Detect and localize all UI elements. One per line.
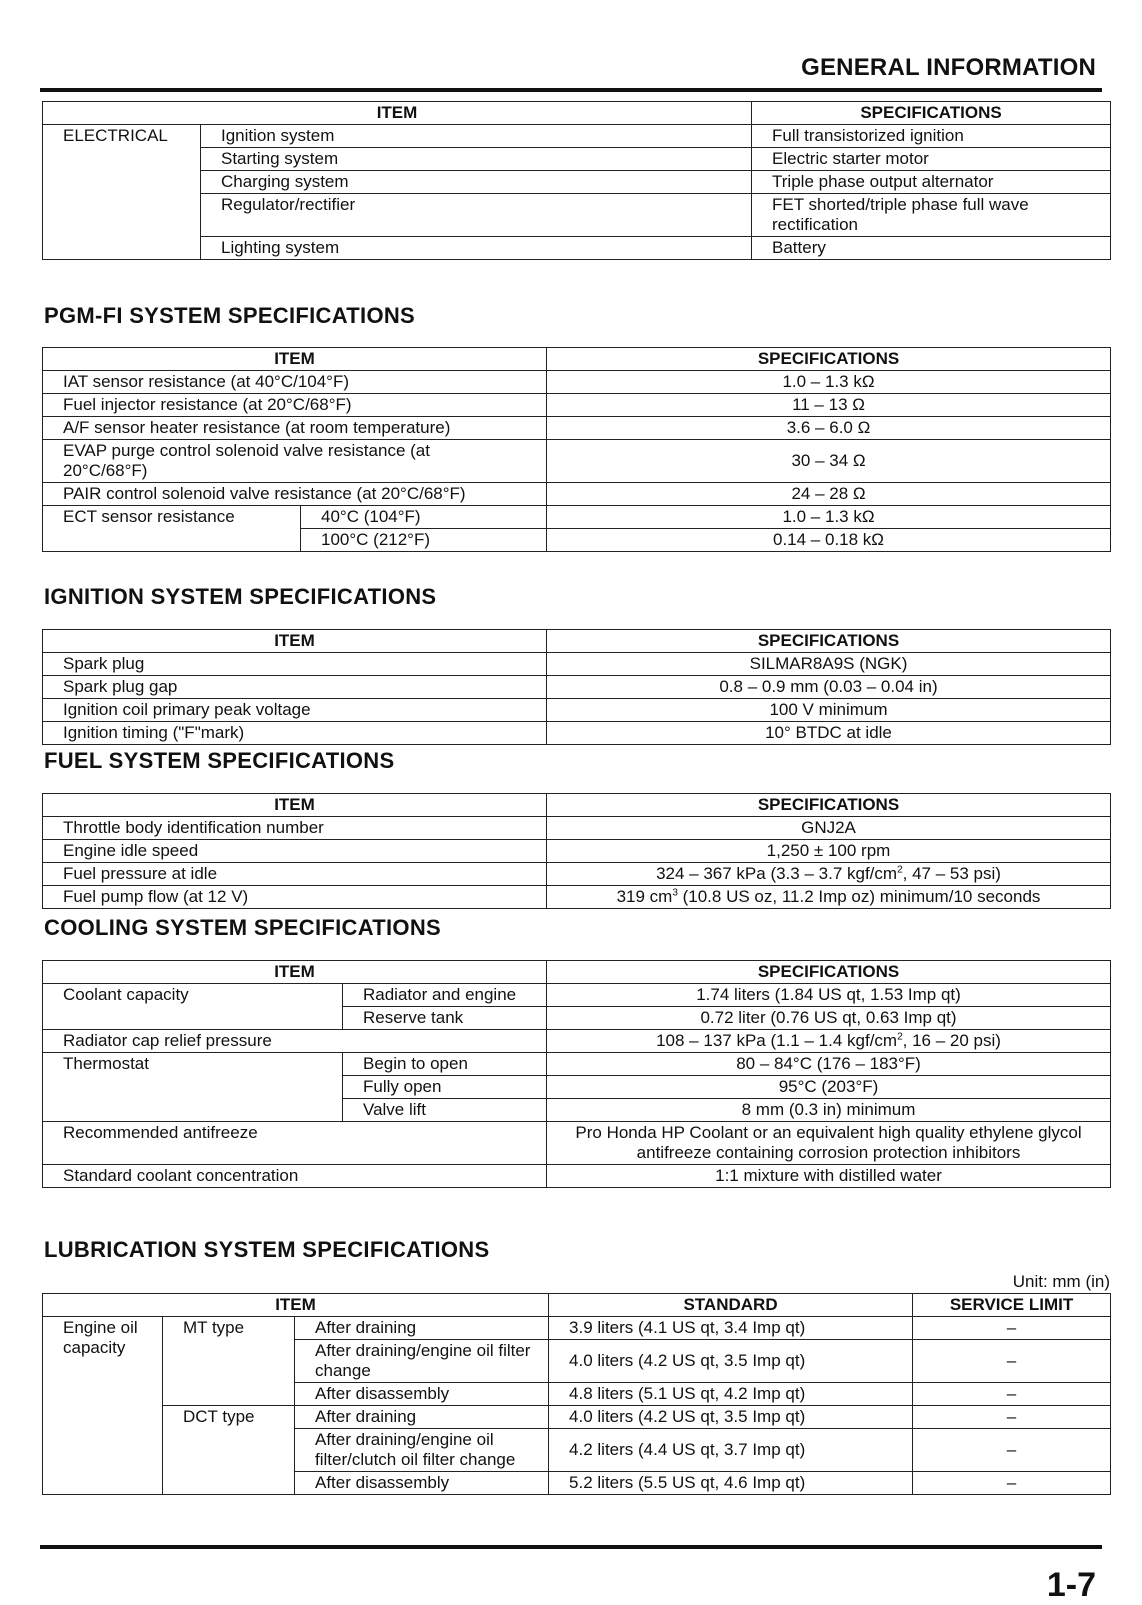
standard-cell: 4.0 liters (4.2 US qt, 3.5 Imp qt) xyxy=(549,1340,913,1383)
item-cell: Fuel injector resistance (at 20°C/68°F) xyxy=(43,394,547,417)
ignition-section-title: IGNITION SYSTEM SPECIFICATIONS xyxy=(44,584,437,609)
header-rule xyxy=(40,88,1102,92)
spec-cell: 24 – 28 Ω xyxy=(547,483,1111,506)
spec-cell: 11 – 13 Ω xyxy=(547,394,1111,417)
limit-cell: – xyxy=(913,1472,1111,1495)
spec-cell: 1.74 liters (1.84 US qt, 1.53 Imp qt) xyxy=(547,984,1111,1007)
item-cell: Thermostat xyxy=(43,1053,343,1122)
spec-cell: 80 – 84°C (176 – 183°F) xyxy=(547,1053,1111,1076)
table-header-row xyxy=(43,348,1111,371)
limit-cell: – xyxy=(913,1406,1111,1429)
limit-cell: – xyxy=(913,1429,1111,1472)
condition-cell: 40°C (104°F) xyxy=(301,506,547,529)
col-spec-header: SPECIFICATIONS xyxy=(547,630,1111,653)
spec-text: 324 – 367 kPa (3.3 – 3.7 kgf/cm xyxy=(656,864,898,883)
table-header-row xyxy=(43,794,1111,817)
item-cell: Throttle body identification number xyxy=(43,817,547,840)
condition-cell: Begin to open xyxy=(343,1053,547,1076)
col-item-header: ITEM xyxy=(43,961,547,984)
standard-cell: 5.2 liters (5.5 US qt, 4.6 Imp qt) xyxy=(549,1472,913,1495)
item-cell: Coolant capacity xyxy=(43,984,343,1030)
cooling-table xyxy=(42,960,1111,1188)
pgmfi-table xyxy=(42,347,1111,552)
spec-cell: 8 mm (0.3 in) minimum xyxy=(547,1099,1111,1122)
item-cell: EVAP purge control solenoid valve resistance (at 20°C/68°F) xyxy=(43,440,547,483)
table-row xyxy=(43,394,1111,417)
condition-cell: Valve lift xyxy=(343,1099,547,1122)
cooling-section-title: COOLING SYSTEM SPECIFICATIONS xyxy=(44,915,441,940)
table-header-row xyxy=(43,630,1111,653)
condition-cell: After draining xyxy=(295,1317,549,1340)
condition-cell: Radiator and engine xyxy=(343,984,547,1007)
lubrication-section-title: LUBRICATION SYSTEM SPECIFICATIONS xyxy=(44,1237,490,1262)
condition-cell: After draining/engine oil filter/clutch oil filter change xyxy=(295,1429,549,1472)
page-header-title: GENERAL INFORMATION xyxy=(801,54,1096,81)
item-cell: A/F sensor heater resistance (at room temperature) xyxy=(43,417,547,440)
standard-cell: 4.2 liters (4.4 US qt, 3.7 Imp qt) xyxy=(549,1429,913,1472)
standard-cell: 4.0 liters (4.2 US qt, 3.5 Imp qt) xyxy=(549,1406,913,1429)
item-cell: Spark plug gap xyxy=(43,676,547,699)
col-item-header: ITEM xyxy=(43,794,547,817)
limit-cell: – xyxy=(913,1340,1111,1383)
item-cell: PAIR control solenoid valve resistance (at 20°C/68°F) xyxy=(43,483,547,506)
item-cell: Fuel pressure at idle xyxy=(43,863,547,886)
footer-rule xyxy=(40,1545,1102,1549)
col-item-header: ITEM xyxy=(43,102,752,125)
group-label: ELECTRICAL xyxy=(43,125,201,260)
spec-cell: 1.0 – 1.3 kΩ xyxy=(547,506,1111,529)
spec-cell xyxy=(547,886,1111,909)
item-cell: Recommended antifreeze xyxy=(43,1122,547,1165)
item-cell: IAT sensor resistance (at 40°C/104°F) xyxy=(43,371,547,394)
table-row xyxy=(43,984,1111,1007)
condition-cell: After disassembly xyxy=(295,1383,549,1406)
table-row xyxy=(43,840,1111,863)
standard-cell: 4.8 liters (5.1 US qt, 4.2 Imp qt) xyxy=(549,1383,913,1406)
spec-cell: 1,250 ± 100 rpm xyxy=(547,840,1111,863)
type-cell: MT type xyxy=(163,1317,295,1406)
item-cell: Engine idle speed xyxy=(43,840,547,863)
superscript: 2 xyxy=(897,1031,903,1043)
spec-cell: FET shorted/triple phase full wave rectification xyxy=(752,194,1111,237)
col-spec-header: SPECIFICATIONS xyxy=(547,348,1111,371)
table-row xyxy=(43,722,1111,745)
spec-cell: Pro Honda HP Coolant or an equivalent high quality ethylene glycol antifreeze containing corrosion protection inhibitors xyxy=(547,1122,1111,1165)
spec-text: , 16 – 20 psi) xyxy=(902,1031,1001,1050)
table-row xyxy=(43,699,1111,722)
col-item-header: ITEM xyxy=(43,1294,549,1317)
item-cell: Charging system xyxy=(201,171,752,194)
table-header-row xyxy=(43,961,1111,984)
table-row xyxy=(43,1122,1111,1165)
item-cell: Ignition system xyxy=(201,125,752,148)
group-label: Engine oil capacity xyxy=(43,1317,163,1495)
superscript: 2 xyxy=(897,864,903,876)
spec-text: 319 cm xyxy=(616,887,673,906)
condition-cell: 100°C (212°F) xyxy=(301,529,547,552)
spec-cell: 1:1 mixture with distilled water xyxy=(547,1165,1111,1188)
type-cell: DCT type xyxy=(163,1406,295,1495)
col-spec-header: SPECIFICATIONS xyxy=(547,961,1111,984)
spec-cell: 3.6 – 6.0 Ω xyxy=(547,417,1111,440)
condition-cell: After draining/engine oil filter change xyxy=(295,1340,549,1383)
standard-cell: 3.9 liters (4.1 US qt, 3.4 Imp qt) xyxy=(549,1317,913,1340)
table-row xyxy=(43,863,1111,886)
spec-cell: 0.8 – 0.9 mm (0.03 – 0.04 in) xyxy=(547,676,1111,699)
spec-text: 108 – 137 kPa (1.1 – 1.4 kgf/cm xyxy=(656,1031,898,1050)
spec-cell: 95°C (203°F) xyxy=(547,1076,1111,1099)
col-limit-header: SERVICE LIMIT xyxy=(913,1294,1111,1317)
spec-cell: Battery xyxy=(752,237,1111,260)
col-item-header: ITEM xyxy=(43,630,547,653)
table-row xyxy=(43,125,1111,148)
table-row xyxy=(43,1165,1111,1188)
item-cell: Regulator/rectifier xyxy=(201,194,752,237)
table-row xyxy=(43,506,1111,529)
item-cell: Ignition coil primary peak voltage xyxy=(43,699,547,722)
spec-text: (10.8 US oz, 11.2 Imp oz) minimum/10 seconds xyxy=(677,887,1041,906)
ignition-table xyxy=(42,629,1111,745)
spec-cell: 30 – 34 Ω xyxy=(547,440,1111,483)
fuel-table xyxy=(42,793,1111,909)
item-cell: Spark plug xyxy=(43,653,547,676)
col-standard-header: STANDARD xyxy=(549,1294,913,1317)
fuel-section-title: FUEL SYSTEM SPECIFICATIONS xyxy=(44,748,395,773)
condition-cell: After disassembly xyxy=(295,1472,549,1495)
col-spec-header: SPECIFICATIONS xyxy=(547,794,1111,817)
spec-cell: 10° BTDC at idle xyxy=(547,722,1111,745)
col-item-header: ITEM xyxy=(43,348,547,371)
table-row xyxy=(43,1030,1111,1053)
table-row xyxy=(43,817,1111,840)
spec-cell xyxy=(547,863,1111,886)
table-row xyxy=(43,653,1111,676)
spec-cell xyxy=(547,1030,1111,1053)
condition-cell: After draining xyxy=(295,1406,549,1429)
table-row xyxy=(43,483,1111,506)
spec-cell: SILMAR8A9S (NGK) xyxy=(547,653,1111,676)
unit-note: Unit: mm (in) xyxy=(1012,1272,1110,1291)
table-row xyxy=(43,1317,1111,1340)
item-cell: Lighting system xyxy=(201,237,752,260)
condition-cell: Fully open xyxy=(343,1076,547,1099)
spec-cell: 0.72 liter (0.76 US qt, 0.63 Imp qt) xyxy=(547,1007,1111,1030)
table-row xyxy=(43,237,1111,260)
spec-cell: Full transistorized ignition xyxy=(752,125,1111,148)
limit-cell: – xyxy=(913,1383,1111,1406)
spec-cell: Triple phase output alternator xyxy=(752,171,1111,194)
electrical-table xyxy=(42,101,1111,260)
table-row xyxy=(43,148,1111,171)
superscript: 3 xyxy=(672,887,678,899)
table-row xyxy=(43,417,1111,440)
item-cell: Radiator cap relief pressure xyxy=(43,1030,547,1053)
spec-cell: Electric starter motor xyxy=(752,148,1111,171)
spec-cell: 0.14 – 0.18 kΩ xyxy=(547,529,1111,552)
table-row xyxy=(43,676,1111,699)
table-row xyxy=(43,1406,1111,1429)
table-header-row xyxy=(43,102,1111,125)
spec-text: , 47 – 53 psi) xyxy=(902,864,1001,883)
table-row xyxy=(43,371,1111,394)
table-row xyxy=(43,171,1111,194)
item-cell: ECT sensor resistance xyxy=(43,506,301,552)
item-cell: Fuel pump flow (at 12 V) xyxy=(43,886,547,909)
lubrication-table xyxy=(42,1293,1111,1495)
item-cell: Standard coolant concentration xyxy=(43,1165,547,1188)
table-row xyxy=(43,1053,1111,1076)
table-row xyxy=(43,194,1111,237)
limit-cell: – xyxy=(913,1317,1111,1340)
spec-cell: GNJ2A xyxy=(547,817,1111,840)
col-spec-header: SPECIFICATIONS xyxy=(752,102,1111,125)
condition-cell: Reserve tank xyxy=(343,1007,547,1030)
table-row xyxy=(43,886,1111,909)
page-number: 1-7 xyxy=(1046,1566,1096,1604)
item-cell: Ignition timing ("F"mark) xyxy=(43,722,547,745)
table-header-row xyxy=(43,1294,1111,1317)
item-cell: Starting system xyxy=(201,148,752,171)
table-row xyxy=(43,440,1111,483)
pgmfi-section-title: PGM-FI SYSTEM SPECIFICATIONS xyxy=(44,303,416,328)
spec-cell: 100 V minimum xyxy=(547,699,1111,722)
spec-cell: 1.0 – 1.3 kΩ xyxy=(547,371,1111,394)
